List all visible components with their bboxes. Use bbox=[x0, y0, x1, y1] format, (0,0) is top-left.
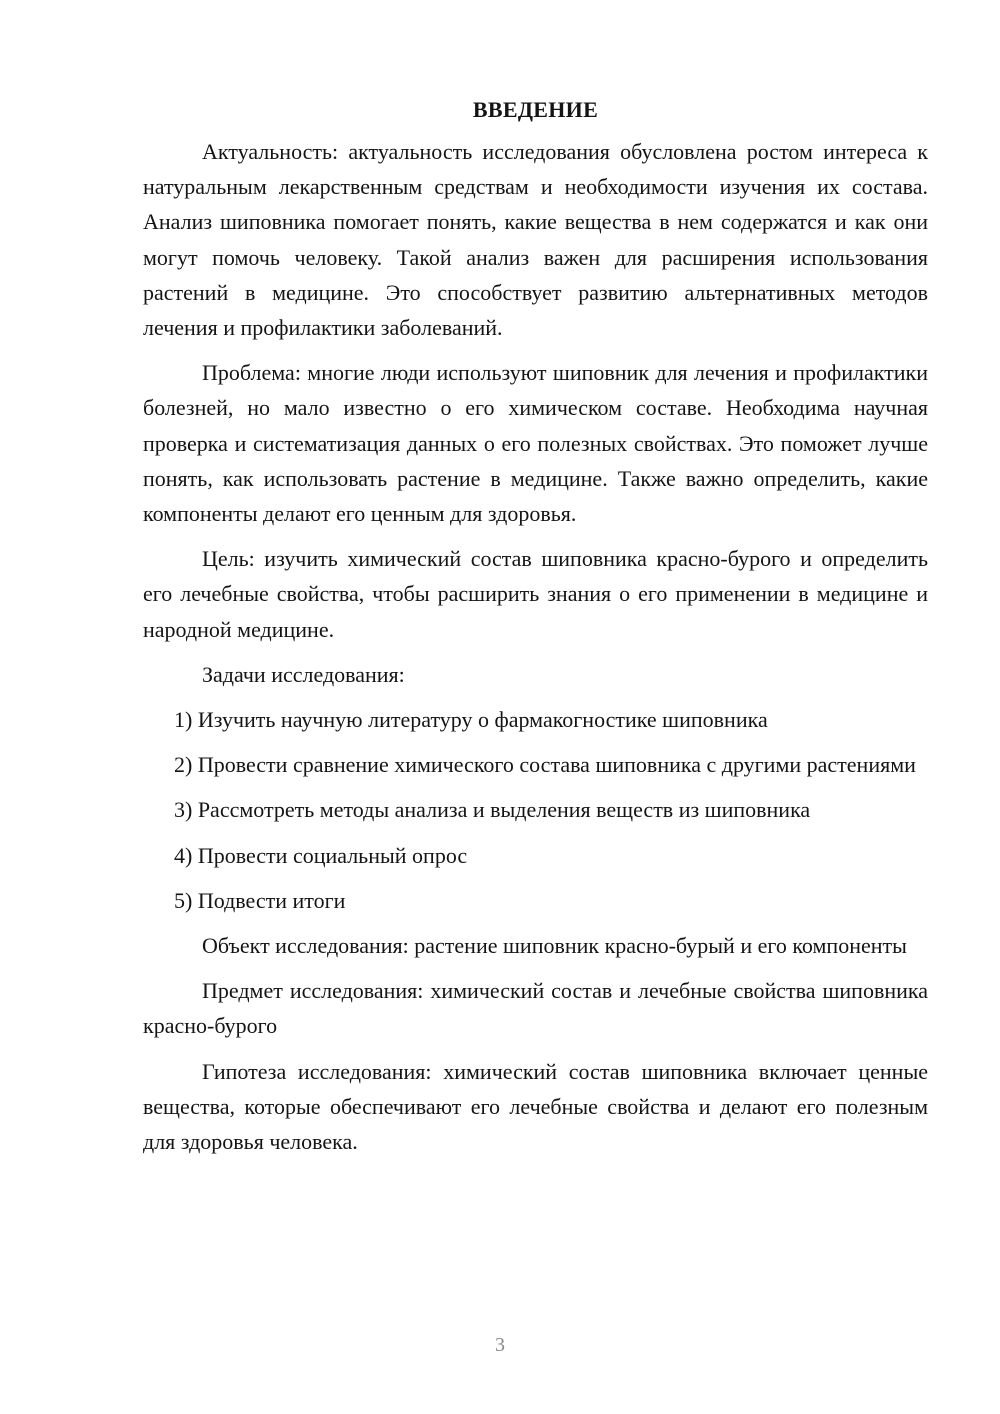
task-item-3: 3) Рассмотреть методы анализа и выделения веществ из шиповника bbox=[174, 797, 811, 823]
relevance-paragraph: Актуальность: актуальность исследования обусловлена ростом интереса к натуральным лекарственным средствам и необходимости изучения их состава. Анализ шиповника помогает понять, какие вещества в нем содержатся и как они могут помочь человеку. Такой анализ важен для расширения использования растений в медицине. Это способствует развитию альтернативных методов лечения и профилактики заболеваний. bbox=[143, 139, 928, 341]
object-paragraph: Объект исследования: растение шиповник красно-бурый и его компоненты bbox=[202, 933, 907, 959]
document-page bbox=[143, 92, 928, 1169]
hypothesis-paragraph: Гипотеза исследования: химический состав шиповника включает ценные вещества, которые обеспечивают его лечебные свойства и делают его полезным для здоровья человека. bbox=[143, 1058, 928, 1155]
task-item-4: 4) Провести социальный опрос bbox=[174, 842, 468, 868]
problem-paragraph: Проблема: многие люди используют шиповник для лечения и профилактики болезней, но мало известно о его химическом составе. Необходима научная проверка и систематизация данных о его полезных свойствах. Это поможет лучше понять, как использовать растение в медицине. Также важно определить, какие компоненты делают его ценным для здоровья. bbox=[143, 360, 928, 527]
tasks-title: Задачи исследования: bbox=[202, 661, 405, 687]
subject-paragraph: Предмет исследования: химический состав и лечебные свойства шиповника красно-бурого bbox=[143, 978, 928, 1039]
goal-paragraph: Цель: изучить химический состав шиповника красно-бурого и определить его лечебные свойства, чтобы расширить знания о его применении в медицине и народной медицине. bbox=[143, 546, 928, 642]
task-item-2: 2) Провести сравнение химического состава шиповника с другими растениями bbox=[174, 752, 916, 778]
section-heading: ВВЕДЕНИЕ bbox=[472, 97, 599, 122]
task-item-1: 1) Изучить научную литературу о фармакогностике шиповника bbox=[174, 707, 768, 733]
task-item-5: 5) Подвести итоги bbox=[174, 887, 346, 913]
page-number: 3 bbox=[495, 1334, 505, 1356]
